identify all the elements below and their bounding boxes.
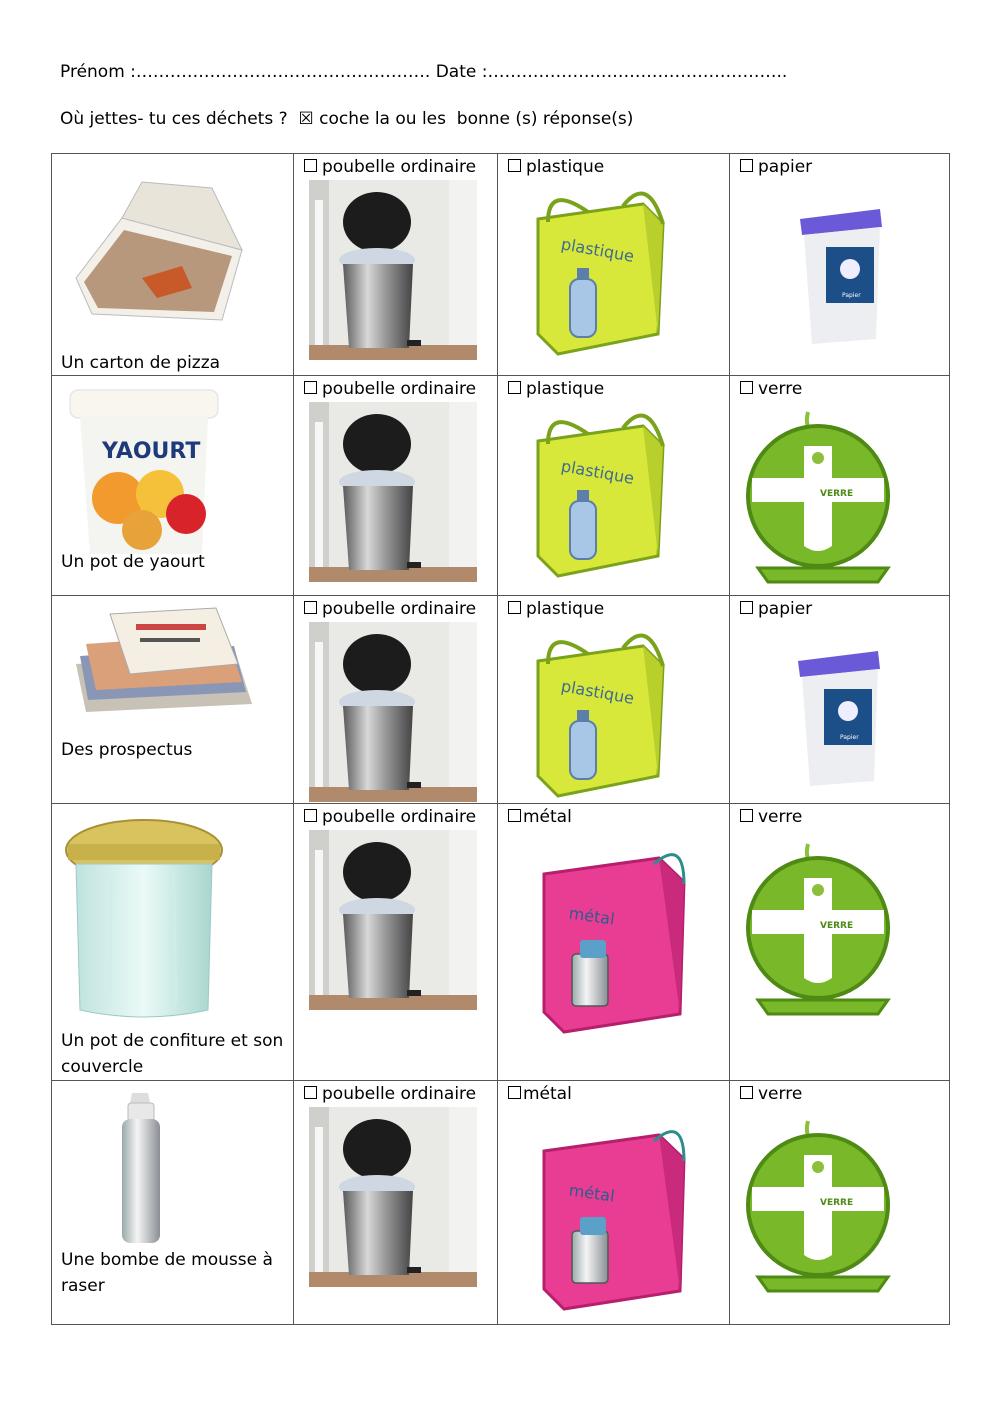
option-verre[interactable]: verre [730, 376, 949, 399]
option-cell-plastique[interactable] [498, 376, 730, 596]
pizza-box-image [62, 178, 252, 328]
option-metal[interactable]: métal [498, 804, 729, 827]
glass-bin-image [738, 1115, 908, 1305]
option-ordinaire[interactable]: poubelle ordinaire [294, 596, 497, 619]
option-plastique[interactable]: plastique [498, 154, 729, 177]
checkbox[interactable] [304, 159, 317, 172]
table-row [52, 804, 950, 1081]
option-cell-ordinaire[interactable] [294, 596, 498, 804]
checkbox[interactable] [508, 1086, 521, 1099]
glass-bin-image [738, 838, 908, 1018]
metal-bag-text: métal [567, 1180, 616, 1206]
option-plastique[interactable]: plastique [498, 596, 729, 619]
option-cell-verre[interactable] [730, 1081, 950, 1325]
plastic-bag-image [528, 184, 678, 364]
trash-bin-image [309, 830, 477, 1010]
table-row [52, 596, 950, 804]
checkbox[interactable] [740, 381, 753, 394]
yogurt-text: YAOURT [102, 439, 201, 464]
option-cell-plastique[interactable] [498, 154, 730, 376]
option-ordinaire[interactable]: poubelle ordinaire [294, 1081, 497, 1104]
plastic-bag-image [528, 406, 678, 586]
instruction-line [60, 109, 633, 129]
checkbox[interactable] [740, 601, 753, 614]
shaving-foam-can-image [112, 1089, 172, 1249]
paper-bin-image [790, 199, 900, 349]
paper-bin-text: Papier [842, 292, 861, 299]
metal-bag-text: métal [567, 903, 616, 929]
item-cell [52, 804, 294, 1081]
option-cell-plastique[interactable] [498, 596, 730, 804]
option-cell-metal[interactable] [498, 1081, 730, 1325]
metal-bag-image [534, 844, 694, 1044]
table-row [52, 376, 950, 596]
glass-bin-text: VERRE [820, 1198, 854, 1208]
metal-bag-image [534, 1121, 694, 1321]
name-date-line[interactable]: Prénom :……………………………………………. Date :…………………………………………….. [60, 62, 788, 82]
plastic-bag-text: plastique [559, 234, 636, 266]
item-label: Un carton de pizza [61, 353, 221, 373]
table-row [52, 154, 950, 376]
glass-bin-image [738, 406, 908, 586]
table-row [52, 1081, 950, 1325]
option-ordinaire[interactable]: poubelle ordinaire [294, 376, 497, 399]
option-cell-ordinaire[interactable] [294, 154, 498, 376]
option-papier[interactable]: papier [730, 596, 949, 619]
checkbox[interactable] [304, 809, 317, 822]
option-cell-verre[interactable] [730, 804, 950, 1081]
item-label: Un pot de confiture et son couvercle [61, 1031, 284, 1077]
checkbox[interactable] [304, 1086, 317, 1099]
option-verre[interactable]: verre [730, 804, 949, 827]
glass-bin-text: VERRE [820, 489, 854, 499]
option-ordinaire[interactable]: poubelle ordinaire [294, 804, 497, 827]
item-cell [52, 1081, 294, 1325]
checkbox[interactable] [740, 1086, 753, 1099]
item-cell [52, 596, 294, 804]
option-cell-verre[interactable] [730, 376, 950, 596]
option-metal[interactable]: métal [498, 1081, 729, 1104]
plastic-bag-text: plastique [559, 676, 636, 708]
option-papier[interactable]: papier [730, 154, 949, 177]
checkbox[interactable] [740, 809, 753, 822]
checkbox[interactable] [508, 601, 521, 614]
checkbox[interactable] [304, 381, 317, 394]
item-label: Un pot de yaourt [61, 552, 205, 572]
trash-bin-image [309, 1107, 477, 1287]
option-cell-metal[interactable] [498, 804, 730, 1081]
option-cell-ordinaire[interactable] [294, 376, 498, 596]
option-cell-papier[interactable] [730, 596, 950, 804]
jam-jar-image [62, 814, 227, 1024]
option-verre[interactable]: verre [730, 1081, 949, 1104]
flyers-image [66, 604, 256, 714]
item-cell [52, 154, 294, 376]
option-cell-papier[interactable] [730, 154, 950, 376]
instruction-question: Où jettes- tu ces déchets ? [60, 109, 288, 129]
trash-bin-image [309, 622, 477, 802]
plastic-bag-text: plastique [559, 456, 636, 488]
checkbox[interactable] [508, 809, 521, 822]
instruction-text: coche la ou les bonne (s) réponse(s) [319, 109, 634, 129]
item-label: Une bombe de mousse à raser [61, 1250, 273, 1296]
checkbox[interactable] [740, 159, 753, 172]
plastic-bag-image [528, 626, 678, 804]
glass-bin-text: VERRE [820, 921, 854, 931]
checked-box-icon: ☒ [298, 109, 314, 129]
checkbox[interactable] [508, 381, 521, 394]
option-cell-ordinaire[interactable] [294, 804, 498, 1081]
item-label: Des prospectus [61, 740, 193, 760]
option-plastique[interactable]: plastique [498, 376, 729, 399]
trash-bin-image [309, 180, 477, 360]
item-cell [52, 376, 294, 596]
option-ordinaire[interactable]: poubelle ordinaire [294, 154, 497, 177]
option-cell-ordinaire[interactable] [294, 1081, 498, 1325]
checkbox[interactable] [304, 601, 317, 614]
trash-bin-image [309, 402, 477, 582]
checkbox[interactable] [508, 159, 521, 172]
paper-bin-text: Papier [840, 734, 859, 741]
yogurt-pot-image [66, 386, 226, 556]
paper-bin-image [788, 641, 898, 791]
waste-sorting-table [51, 153, 950, 1325]
